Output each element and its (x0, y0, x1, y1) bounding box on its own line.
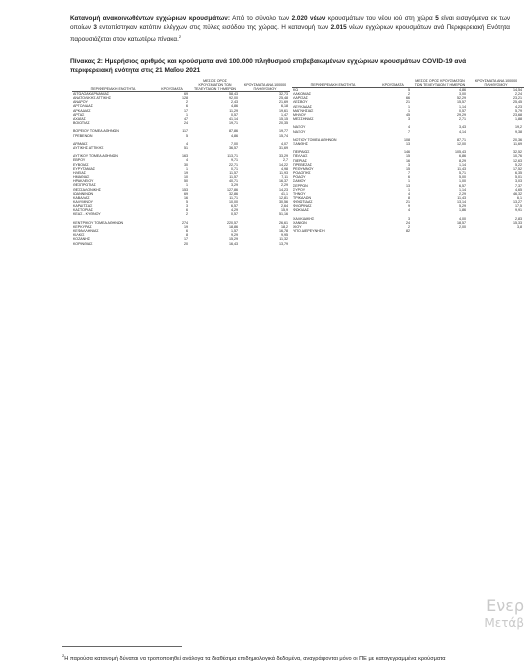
cell-avg7: 19,71 (229, 121, 238, 126)
cell-avg7: 7,00 (231, 141, 238, 146)
cell-region: ΝΑΞΟΥ (293, 125, 306, 130)
cell-per100k: 46,32 (513, 191, 522, 196)
cell-cases: 15 (406, 166, 410, 171)
cell-region: ΒΟΙΩΤΙΑΣ (73, 121, 90, 126)
cell-region: ΤΗΝΟΥ (293, 191, 306, 196)
cell-cases: 1 (408, 179, 410, 184)
cell-per100k: 23,21 (513, 96, 522, 101)
cell-avg7: 36,57 (229, 146, 238, 150)
footnote-divider (62, 646, 182, 647)
cell-avg7: 87,71 (457, 137, 466, 142)
cell-avg7: 58,43 (229, 92, 238, 96)
header-per100k: ΚΡΟΥΣΜΑΤΑ ΑΝΑ 100000 ΠΛΗΘΥΣΜΟΥ (468, 79, 524, 88)
cell-per100k: 19,77 (279, 129, 288, 134)
cell-per100k: 17,5 (515, 204, 522, 209)
header-avg7: ΜΕΣΟΣ ΟΡΟΣ ΚΡΟΥΣΜΑΤΩΝ ΤΩΝ ΤΕΛΕΥΤΑΙΩΝ 7 ΗΜΕΡΩΝ (190, 79, 240, 92)
cell-avg7: 3,00 (459, 92, 466, 97)
cell-avg7: 127,86 (227, 187, 238, 192)
cell-per100k: 23,68 (513, 112, 522, 117)
cell-cases: 66 (406, 96, 410, 101)
cell-avg7: 9,29 (231, 233, 238, 238)
cell-cases: 274 (182, 220, 188, 225)
cell-region: ΔΥΤΙΚΗΣ ΑΤΤΙΚΗΣ (73, 146, 104, 150)
cell-region: ΚΑΒΑΛΑΣ (73, 195, 90, 200)
cell-per100k: 20,36 (513, 137, 522, 142)
cell-region: ΝΟΤΙΟΥ ΤΟΜΕΑ ΑΘΗΝΩΝ (293, 137, 337, 142)
cell-region: ΡΕΘΥΜΝΟΥ (293, 166, 314, 171)
cell-cases: 45 (406, 112, 410, 117)
cell-cases: 153 (182, 187, 188, 192)
cell-per100k: 33,29 (279, 154, 288, 159)
cell-region: ΑΝΑΤΟΛΙΚΗΣ ΑΤΤΙΚΗΣ (73, 96, 112, 101)
cell-region: ΠΕΙΡΑΙΩΣ (293, 150, 310, 155)
cell-region: ΛΕΣΒΟΥ (293, 100, 308, 105)
cell-region: ΣΕΡΡΩΝ (293, 183, 308, 188)
cell-region: ΒΟΡΕΙΟΥ ΤΟΜΕΑ ΑΘΗΝΩΝ (73, 129, 119, 134)
cell-avg7 (412, 229, 468, 233)
cell-avg7: 6,57 (231, 204, 238, 209)
cell-cases: 1 (186, 166, 188, 171)
cell-avg7: 11,29 (229, 108, 238, 113)
cell-avg7: 16,43 (229, 241, 238, 246)
cell-cases: 4 (186, 158, 188, 163)
cell-avg7: 0,57 (459, 108, 466, 113)
cell-cases: 69 (184, 191, 188, 196)
cell-cases: 21 (406, 100, 410, 105)
cell-avg7: 6,57 (459, 183, 466, 188)
cell-region: ΚΙΛΚΙΣ (73, 233, 85, 238)
cell-region: ΔΥΤΙΚΟΥ ΤΟΜΕΑ ΑΘΗΝΩΝ (73, 154, 118, 159)
cell-avg7: 4,86 (459, 88, 466, 92)
cell-region: ΛΕΥΚΑΔΑΣ (293, 104, 313, 109)
cell-per100k: 9,91 (515, 208, 522, 213)
cell-region: ΦΛΩΡΙΝΑΣ (293, 204, 312, 209)
cell-avg7: 87,86 (229, 129, 238, 134)
cell-per100k: 19,61 (279, 108, 288, 113)
cell-region: ΜΗΛΟΥ (293, 112, 306, 117)
cell-cases: 1 (186, 183, 188, 188)
table-row (72, 242, 290, 246)
cell-avg7: 4,14 (459, 129, 466, 134)
cell-per100k: 4,07 (281, 141, 288, 146)
cell-per100k: 3,03 (515, 179, 522, 184)
cell-avg7: 9,71 (231, 158, 238, 163)
cell-region: ΑΧΑΪΑΣ (73, 116, 86, 121)
cell-region: ΚΟΖΑΝΗΣ (73, 237, 91, 242)
cell-cases: 5 (186, 200, 188, 205)
cell-per100k: 16,78 (279, 229, 288, 234)
cell-avg7: 8,29 (459, 158, 466, 163)
cell-per100k: 17,52 (513, 166, 522, 171)
cell-avg7: 11,43 (457, 166, 466, 171)
cell-cases: 128 (182, 96, 188, 101)
cell-cases: 24 (406, 220, 410, 225)
cell-cases: 50 (184, 179, 188, 184)
cell-avg7: 3,29 (231, 183, 238, 188)
cell-per100k: 10,76 (513, 154, 522, 159)
cell-region: ΕΥΒΟΙΑΣ (73, 162, 89, 167)
cell-region: ΚΑΣΤΟΡΙΑΣ (73, 208, 93, 213)
cell-per100k: 5,79 (515, 108, 522, 113)
cell-avg7: 11,57 (229, 170, 238, 175)
cell-per100k: 14,23 (279, 187, 288, 192)
cell-cases: 16 (184, 195, 188, 200)
cell-per100k (468, 229, 524, 233)
cell-cases: 6 (408, 175, 410, 180)
cell-avg7: 92,00 (229, 96, 238, 101)
cell-per100k: 25,48 (279, 96, 288, 101)
cell-region: ΜΑΓΝΗΣΙΑΣ (293, 108, 314, 113)
table-row (292, 229, 524, 233)
cell-per100k: 12,63 (513, 158, 522, 163)
cell-avg7: 4,29 (231, 208, 238, 213)
cell-cases: 8 (186, 233, 188, 238)
cell-region: ΠΙΕΡΙΑΣ (293, 158, 308, 163)
cell-per100k: 15,74 (279, 133, 288, 138)
cell-per100k: 9,38 (515, 129, 522, 134)
cell-per100k: 6,18 (281, 104, 288, 109)
cell-per100k: 1,88 (515, 117, 522, 122)
header-cases: ΚΡΟΥΣΜΑΤΑ (374, 79, 412, 88)
cell-avg7: 22,71 (229, 162, 238, 167)
cell-per100k: 13,79 (279, 241, 288, 246)
cell-avg7: 105,43 (455, 150, 466, 155)
cell-cases: 69 (184, 92, 188, 96)
cell-cases: 82 (406, 229, 410, 234)
cell-cases: 1 (408, 187, 410, 192)
cell-cases: 19 (184, 170, 188, 175)
header-region: ΠΕΡΙΦΕΡΕΙΑΚΗ ΕΝΟΤΗΤΑ (72, 79, 154, 92)
cell-avg7: 5,71 (459, 171, 466, 176)
cell-avg7: 12,00 (457, 142, 466, 146)
cell-per100k: 11,32 (279, 237, 288, 242)
cell-cases: 163 (182, 154, 188, 159)
cell-cases: 2 (408, 92, 410, 97)
cell-cases: 146 (404, 150, 410, 155)
table-right (292, 79, 524, 233)
cell-per100k: 3,8 (517, 225, 522, 230)
cell-avg7: 2,43 (231, 100, 238, 105)
cell-region: ΑΡΓΟΛΙΔΑΣ (73, 104, 93, 109)
cell-region: ΠΕΛΛΑΣ (293, 154, 308, 159)
cell-cases: 6 (186, 229, 188, 234)
cell-region: ΑΡΤΑΣ (73, 112, 85, 117)
cell-avg7: 1,57 (231, 229, 238, 234)
cell-region: ΑΙΤΩΛΟΑΚΑΡΝΑΝΙΑΣ (73, 92, 110, 96)
cell-cases: 4 (408, 208, 410, 213)
cell-cases: 5 (186, 133, 188, 138)
cell-per100k: 21,69 (279, 100, 288, 105)
cell-per100k: 7,37 (515, 183, 522, 188)
cell-avg7: 1,86 (459, 208, 466, 213)
cell-cases: 8 (408, 196, 410, 201)
cell-per100k: 26,61 (279, 220, 288, 225)
cell-avg7: 220,57 (227, 220, 238, 225)
cell-cases: 24 (184, 121, 188, 126)
cell-cases: 1 (186, 112, 188, 117)
cell-avg7: 5,29 (459, 204, 466, 209)
cell-region: ΘΕΣΣΑΛΟΝΙΚΗΣ (73, 187, 101, 192)
cell-region: ΧΙΟΥ (293, 225, 302, 230)
cell-avg7: 11,71 (229, 195, 238, 200)
cell-avg7: 13,14 (457, 200, 466, 205)
cell-avg7: 0,57 (231, 212, 238, 217)
cell-per100k: 30,56 (279, 200, 288, 205)
cell-per100k: 25,45 (513, 100, 522, 105)
cell-cases: 2 (408, 225, 410, 230)
cell-cases: 13 (406, 183, 410, 188)
cell-region: ΛΑΚΩΝΙΑΣ (293, 92, 312, 97)
cell-region: ΓΡΕΒΕΝΩΝ (73, 133, 93, 138)
cell-cases: 1 (408, 108, 410, 113)
cell-per100k: 18,2 (281, 224, 288, 229)
cell-region: ΚΑΡΔΙΤΣΑΣ (73, 204, 93, 209)
header-avg7: ΜΕΣΟΣ ΟΡΟΣ ΚΡΟΥΣΜΑΤΩΝ ΤΩΝ ΤΕΛΕΥΤΑΙΩΝ 7 ΗΜΕΡΩΝ (412, 79, 468, 88)
cell-cases: 117 (182, 129, 188, 134)
cell-per100k: 12,81 (279, 195, 288, 200)
cell-region: ΑΝΔΡΟΥ (73, 100, 88, 105)
cell-cases: 4 (408, 125, 410, 130)
intro-paragraph: Κατανομή ανακοινωθέντων εγχώριων κρουσμάτων: Από το σύνολο των 2.020 νέων κρουσμάτων του νέου ιού στη χώρα 5 είναι εισαγόμενα εκ των οποίων 3 εντοπίστηκαν κατόπιν ελέγχων στις πύλες εισόδου της χώρας. Η κατανομή των 2.015 νέων εγχώριων κρουσμάτων ανά Περιφερειακή Ενότητα παρουσιάζεται στον κατωτέρω πίνακα.$^2$ (70, 15, 511, 44)
cell-cases: 7 (408, 129, 410, 134)
cell-region: ΚΑΛΥΜΝΟΥ (73, 200, 93, 205)
cell-per100k: 2,24 (515, 92, 522, 97)
cell-region: ΗΜΑΘΙΑΣ (73, 175, 90, 180)
cell-cases: 15 (406, 154, 410, 159)
cell-region: ΔΡΑΜΑΣ (73, 141, 88, 146)
cell-per100k: 19,2 (515, 125, 522, 130)
cell-avg7: 1,14 (459, 104, 466, 109)
cell-per100k: 16,37 (279, 179, 288, 184)
cell-avg7: 0,57 (231, 112, 238, 117)
cell-region: ΣΥΡΟΥ (293, 187, 306, 192)
watermark-line1: Ενερ (486, 596, 524, 615)
cell-region: ΛΑΡΙΣΑΣ (293, 96, 309, 101)
cell-region: ΚΕΡΚΥΡΑΣ (73, 224, 92, 229)
header-region: ΠΕΡΙΦΕΡΕΙΑΚΗ ΕΝΟΤΗΤΑ (292, 79, 374, 88)
cell-avg7: 15,57 (457, 100, 466, 105)
cell-avg7: 10,00 (229, 200, 238, 205)
cell-cases: 10 (184, 175, 188, 180)
cell-region: ΧΑΝΙΩΝ (293, 220, 307, 225)
cell-cases: 5 (408, 88, 410, 92)
table-header (292, 79, 524, 88)
cell-cases: 13 (406, 142, 410, 146)
cell-per100k: 11,69 (513, 142, 522, 146)
cell-cases: 108 (404, 137, 410, 142)
footnote: $^2$Η παρούσα κατανομή δύναται να τροποποιηθεί ανάλογα τα διαθέσιμα επιδημιολογικά δεδομένα, αναγράφονται μόνο οι ΠΕ με καταγεγραμμένα κρούσματα (62, 653, 446, 662)
cell-cases: 1 (408, 104, 410, 109)
table-header (72, 79, 290, 92)
cell-cases: 2 (186, 100, 188, 105)
intro-heading: Κατανομή ανακοινωθέντων εγχώριων κρουσμάτων: (70, 15, 230, 22)
cell-cases: 6 (186, 208, 188, 213)
cell-region: ΞΑΝΘΗΣ (293, 142, 308, 146)
cell-avg7: 40,71 (229, 179, 238, 184)
cell-avg7: 29,29 (457, 112, 466, 117)
cell-region: ΚΕΝΤΡΙΚΟΥ ΤΟΜΕΑ ΑΘΗΝΩΝ (73, 220, 124, 225)
cell-cases: 4 (408, 191, 410, 196)
cell-region: ΗΡΑΚΛΕΙΟΥ (73, 179, 94, 184)
cell-region: ΗΛΕΙΑΣ (73, 170, 87, 175)
watermark-line2: Μετάβ (484, 616, 524, 630)
cell-per100k: 4,98 (281, 166, 288, 171)
cell-region: ΡΟΔΟΠΗΣ (293, 171, 311, 176)
cell-cases: 2 (186, 212, 188, 217)
cell-region: ΧΑΛΚΙΔΙΚΗΣ (293, 216, 315, 221)
cell-cases: 3 (408, 216, 410, 221)
cell-per100k: 31,69 (279, 146, 288, 150)
cell-avg7: 1,14 (459, 187, 466, 192)
cell-cases: 51 (184, 146, 188, 150)
cell-region: ΑΡΚΑΔΙΑΣ (73, 108, 91, 113)
cell-region: ΝΑΞΟΥ (293, 129, 306, 134)
cell-region: ΙΩΑΝΝΙΝΩΝ (73, 191, 94, 196)
cell-region: ΤΡΙΚΑΛΩΝ (293, 196, 312, 201)
cell-region: ΦΩΚΙΔΑΣ (293, 208, 309, 213)
cell-avg7: 4,00 (459, 216, 466, 221)
cell-cases: 9 (408, 204, 410, 209)
cell-region: ΣΑΜΟΥ (293, 179, 306, 184)
cell-cases: 17 (184, 108, 188, 113)
cell-avg7: 0,71 (231, 166, 238, 171)
cell-per100k: 7,11 (281, 175, 288, 180)
cell-avg7: 2,29 (459, 191, 466, 196)
cell-region: ΥΠΟ ΔΙΕΡΕΥΝΗΣΗ (293, 229, 325, 234)
table-left (72, 79, 290, 246)
cell-cases: 17 (184, 237, 188, 242)
cell-region: ΚΕΦΑΛΛΗΝΙΑΣ (73, 229, 99, 234)
cell-per100k: 1,47 (281, 112, 288, 117)
cell-avg7: 1,14 (459, 162, 466, 167)
cell-avg7: 1,00 (459, 179, 466, 184)
cell-avg7: 4,86 (231, 104, 238, 109)
cell-cases: 4 (186, 141, 188, 146)
cell-avg7: 11,43 (457, 196, 466, 201)
cell-per100k: 32,73 (279, 92, 288, 96)
cell-per100k: 11,93 (279, 170, 288, 175)
cell-per100k: 14,22 (279, 162, 288, 167)
cell-per100k: 14,54 (513, 88, 522, 92)
cell-per100k: 5,01 (515, 175, 522, 180)
cell-cases: 47 (184, 116, 188, 121)
cell-per100k: 2,83 (515, 216, 522, 221)
cell-avg7: 11,57 (229, 175, 238, 180)
cell-cases: 3 (408, 162, 410, 167)
header-cases: ΚΡΟΥΣΜΑΤΑ (154, 79, 190, 92)
cell-per100k: 15,15 (279, 116, 288, 121)
cell-cases: 30 (184, 162, 188, 167)
cell-cases: 20 (184, 241, 188, 246)
cell-per100k: 2,64 (281, 204, 288, 209)
cell-region: ΘΕΣΠΡΩΤΙΑΣ (73, 183, 96, 188)
header-per100k: ΚΡΟΥΣΜΑΤΑ ΑΝΑ 100000 ΠΛΗΘΥΣΜΟΥ (240, 79, 290, 92)
cell-cases: 6 (186, 104, 188, 109)
cell-region: ΚΩ (293, 88, 299, 92)
cell-avg7: 15,29 (229, 237, 238, 242)
cell-avg7: 18,86 (229, 224, 238, 229)
cell-region: ΠΡΕΒΕΖΑΣ (293, 162, 312, 167)
cell-per100k: 32,52 (513, 150, 522, 155)
cell-avg7: 2,00 (459, 225, 466, 230)
table-caption: Πίνακας 2: Ημερήσιος αριθμός και κρούσματα ανά 100.000 πληθυσμού επιβεβαιωμένων εγχώριων κρουσμάτων COVID-19 ανά περιφερειακή ενότητα στις 21 Μαΐου 2021 (70, 58, 467, 74)
cell-avg7: 2,71 (459, 117, 466, 122)
cell-per100k: 15,9 (281, 208, 288, 213)
cell-region: ΚΕΑΣ - ΚΥΘΝΟΥ (73, 212, 101, 217)
cell-per100k: 5,22 (515, 162, 522, 167)
cell-per100k: 15,33 (513, 220, 522, 225)
cell-region: ΜΕΣΣΗΝΙΑΣ (293, 117, 314, 122)
cell-per100k: 9,95 (281, 233, 288, 238)
cell-cases: 19 (184, 224, 188, 229)
cell-avg7: 113,71 (227, 154, 238, 159)
cell-avg7: 3,43 (459, 125, 466, 130)
cell-cases: 16 (406, 158, 410, 163)
cell-per100k: 6,35 (515, 171, 522, 176)
cell-cases: 3 (408, 117, 410, 122)
cell-per100k: 13,27 (513, 200, 522, 205)
cell-per100k: 20,35 (279, 121, 288, 126)
cell-per100k: 4,23 (515, 104, 522, 109)
cell-cases: 21 (406, 200, 410, 205)
cell-region: ΕΥΡΥΤΑΝΙΑΣ (73, 166, 96, 171)
cell-per100k: 4,65 (515, 187, 522, 192)
cell-avg7: 52,29 (457, 96, 466, 101)
cell-region: ΡΟΔΟΥ (293, 175, 306, 180)
cell-avg7: 4,86 (231, 133, 238, 138)
cell-per100k: 51,16 (279, 212, 288, 217)
cell-avg7: 18,57 (457, 220, 466, 225)
cell-region: ΚΟΡΙΝΘΙΑΣ (73, 241, 93, 246)
cell-cases: 7 (408, 171, 410, 176)
cell-cases: 3 (186, 204, 188, 209)
cell-avg7: 41,14 (229, 116, 238, 121)
cell-per100k: 2,7 (283, 158, 288, 163)
cell-region: ΕΒΡΟΥ (73, 158, 86, 163)
cell-per100k: 41,1 (281, 191, 288, 196)
cell-avg7: 6,86 (459, 154, 466, 159)
cell-per100k: 2,29 (281, 183, 288, 188)
cell-per100k: 6,1 (517, 196, 522, 201)
cell-region: ΦΘΙΩΤΙΔΑΣ (293, 200, 313, 205)
cell-avg7: 32,86 (229, 191, 238, 196)
cell-avg7: 5,00 (459, 175, 466, 180)
